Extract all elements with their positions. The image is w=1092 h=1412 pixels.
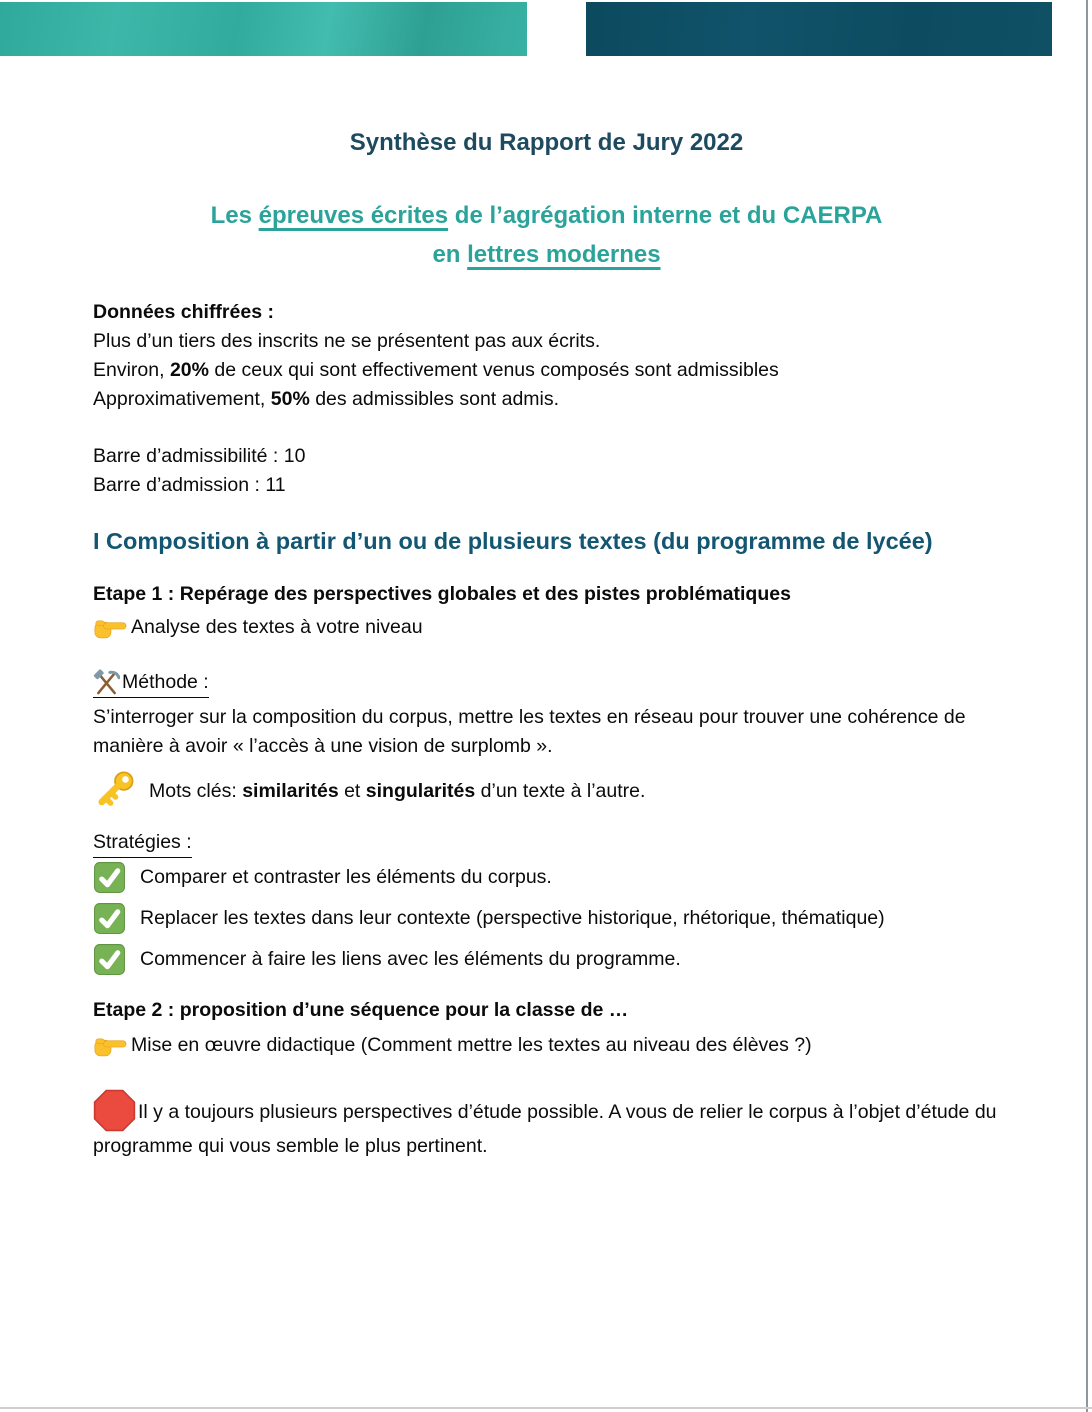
hammer-pick-icon bbox=[93, 669, 120, 696]
warning-text: Il y a toujours plusieurs perspectives d’étude possible. A vous de relier le corpus à l’objet d’étude du programme qui vous semble le plus pertinent. bbox=[93, 1101, 997, 1157]
section-heading-composition: I Composition à partir d’un ou de plusieurs textes (du programme de lycée) bbox=[93, 528, 933, 554]
strategies-label: Stratégies : bbox=[93, 829, 192, 858]
bar-admission: Barre d’admission : 11 bbox=[93, 474, 286, 496]
document-title: Synthèse du Rapport de Jury 2022 bbox=[349, 129, 744, 156]
stats-line-admissibles: Environ, 20% de ceux qui sont effectivement venus composés sont admissibles bbox=[93, 359, 779, 381]
strategy-item bbox=[93, 902, 1000, 935]
methode-label: Méthode : bbox=[93, 669, 209, 698]
check-mark-icon bbox=[93, 902, 126, 935]
etape1-pointer-row bbox=[93, 614, 1000, 641]
warning-paragraph bbox=[93, 1089, 1000, 1161]
stats-line-admis: Approximativement, 50% des admissibles sont admis. bbox=[93, 388, 560, 410]
pointing-finger-icon bbox=[93, 614, 127, 641]
mots-cles-text: Mots clés: similarités et singularités d’un texte à l’autre. bbox=[149, 779, 646, 802]
pointing-finger-icon bbox=[93, 1032, 127, 1059]
bars-block bbox=[93, 442, 1000, 500]
stats-block bbox=[93, 298, 1000, 500]
etape2-pointer-text: Mise en œuvre didactique (Comment mettre les textes au niveau des élèves ?) bbox=[131, 1034, 812, 1056]
methode-label-row bbox=[93, 669, 1000, 701]
subtitle-underlined-lettres: lettres modernes bbox=[467, 241, 661, 268]
check-mark-icon bbox=[93, 943, 126, 976]
document-subtitle bbox=[93, 196, 1000, 274]
etape1-pointer-text: Analyse des textes à votre niveau bbox=[131, 616, 423, 638]
stats-heading: Données chiffrées : bbox=[93, 301, 274, 323]
strategy-item bbox=[93, 861, 1000, 894]
strategy-item-text: Comparer et contraster les éléments du corpus. bbox=[140, 866, 552, 888]
strategy-item-text: Commencer à faire les liens avec les éléments du programme. bbox=[140, 948, 681, 970]
check-mark-icon bbox=[93, 861, 126, 894]
subtitle-line-1: Les épreuves écrites de l’agrégation interne et du CAERPA bbox=[210, 202, 883, 229]
bar-admissibilite: Barre d’admissibilité : 10 bbox=[93, 445, 306, 467]
strategy-item-text: Replacer les textes dans leur contexte (perspective historique, rhétorique, thématique) bbox=[140, 907, 885, 929]
key-icon bbox=[93, 769, 137, 813]
etape1-heading: Etape 1 : Repérage des perspectives globales et des pistes problématiques bbox=[93, 583, 791, 605]
strategy-item bbox=[93, 943, 1000, 976]
etape2-pointer-row bbox=[93, 1032, 1000, 1059]
stats-line-absent: Plus d’un tiers des inscrits ne se présentent pas aux écrits. bbox=[93, 330, 601, 352]
stop-sign-icon bbox=[93, 1089, 136, 1132]
strategies-label-row bbox=[93, 829, 1000, 858]
etape2-heading: Etape 2 : proposition d’une séquence pour la classe de … bbox=[93, 999, 629, 1021]
methode-body: S’interroger sur la composition du corpus, mettre les textes en réseau pour trouver une cohérence de manière à avoir « l’accès à une vision de surplomb ». bbox=[93, 706, 966, 757]
mots-cles-row bbox=[93, 769, 1000, 813]
subtitle-line-2: en lettres modernes bbox=[432, 241, 661, 268]
subtitle-underlined-epreuves: épreuves écrites bbox=[258, 202, 449, 229]
